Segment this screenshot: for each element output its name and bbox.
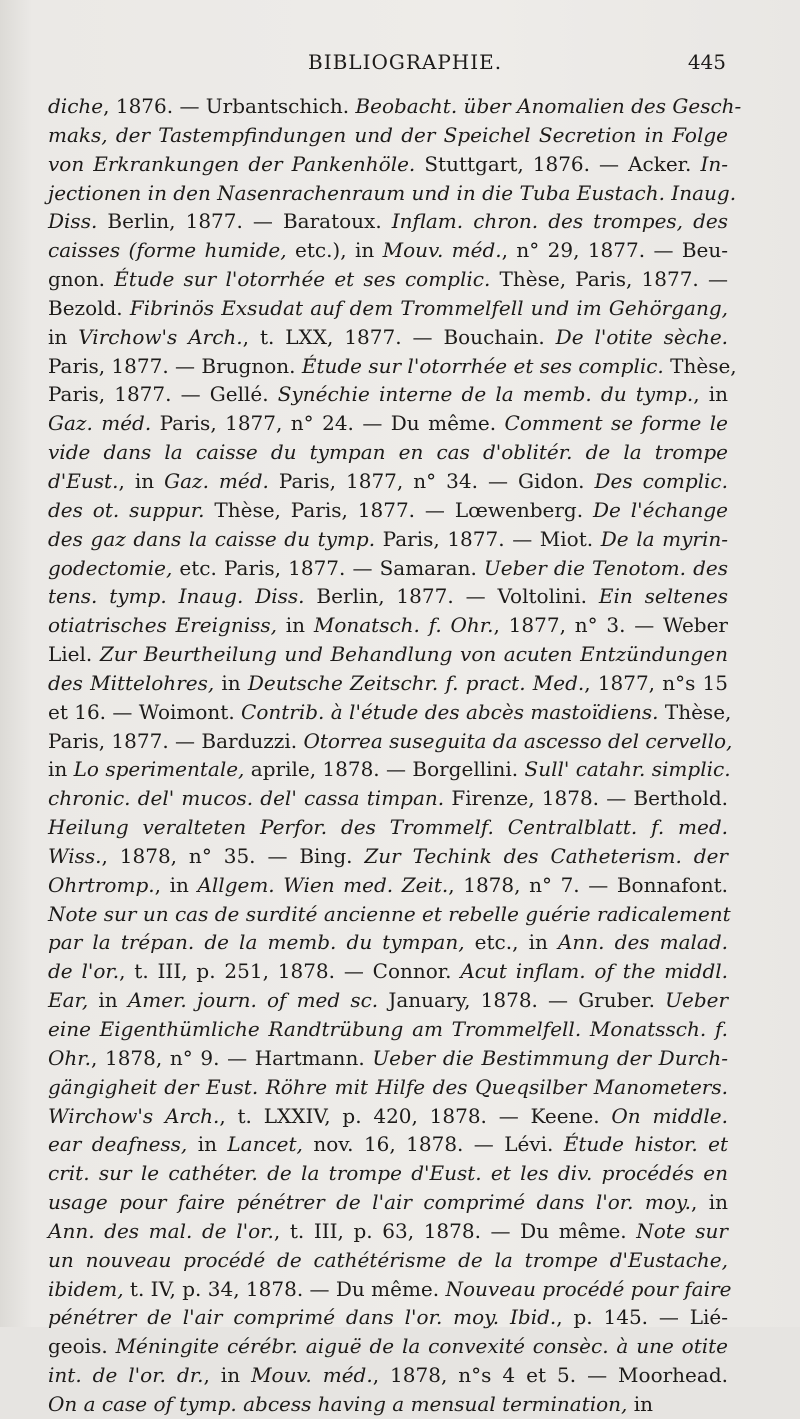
italic-text: Nouveau procédé pour faire bbox=[445, 1276, 732, 1301]
text-line bbox=[48, 179, 737, 208]
italic-text: maks, der Tastempfindungen und der Speichel Secretion in Folge bbox=[48, 122, 728, 147]
roman-text: , t. III, p. 63, 1878. — Du même. bbox=[273, 1218, 637, 1243]
roman-text: , in bbox=[693, 382, 728, 407]
italic-text: Ann. des mal. de l'or. bbox=[48, 1218, 274, 1243]
text-line bbox=[48, 496, 728, 525]
italic-text: tens. tymp. Inaug. Diss. bbox=[48, 584, 305, 609]
text-line bbox=[48, 294, 728, 323]
text-line bbox=[48, 1073, 728, 1102]
text-line bbox=[48, 727, 733, 756]
roman-text: , in bbox=[690, 1190, 728, 1215]
italic-text: Ear, bbox=[48, 988, 89, 1013]
roman-text: January, 1878. — Gruber. bbox=[378, 988, 666, 1013]
italic-text: d'Eust. bbox=[48, 468, 119, 493]
text-line bbox=[48, 611, 728, 640]
italic-text: Wiss. bbox=[48, 843, 102, 868]
italic-text: In- bbox=[700, 151, 728, 176]
italic-text: par la trépan. de la memb. du tympan, bbox=[48, 930, 465, 955]
roman-text: , 1876. — Urbantschich. bbox=[103, 94, 356, 118]
text-line bbox=[48, 755, 731, 784]
italic-text: usage pour faire pénétrer de l'air comprimé dans l'or. moy. bbox=[48, 1190, 691, 1215]
italic-text: int. de l'or. dr. bbox=[48, 1363, 204, 1388]
italic-text: caisses (forme humide, bbox=[48, 238, 287, 263]
italic-text: Lancet, bbox=[227, 1132, 303, 1157]
italic-text: Lo sperimentale, bbox=[73, 757, 245, 782]
italic-text: Gaz. méd. bbox=[48, 411, 152, 436]
italic-text: Comment se forme le bbox=[504, 411, 728, 436]
italic-text: Virchow's Arch. bbox=[78, 324, 243, 349]
text-line bbox=[48, 871, 728, 900]
italic-text: Note sur bbox=[636, 1218, 728, 1243]
text-line bbox=[48, 92, 742, 121]
text-line bbox=[48, 1130, 728, 1159]
roman-text: , 1878, n° 35. — Bing. bbox=[101, 843, 365, 868]
italic-text: godectomie, bbox=[48, 555, 173, 580]
italic-text: Ohr. bbox=[48, 1045, 91, 1070]
italic-text: Otorrea suseguita da ascesso del cervello, bbox=[303, 728, 733, 753]
italic-text: Mouv. méd. bbox=[251, 1363, 373, 1388]
italic-text: Gaz. méd. bbox=[164, 468, 269, 493]
text-line bbox=[48, 784, 728, 813]
text-line bbox=[48, 467, 728, 496]
italic-text: Diss. bbox=[48, 209, 98, 234]
roman-text: t. IV, p. 34, 1878. — Du même. bbox=[123, 1276, 446, 1301]
text-line bbox=[48, 323, 728, 352]
roman-text: etc., in bbox=[464, 930, 558, 955]
running-head bbox=[48, 50, 726, 82]
italic-text: chronic. del' mucos. del' cassa timpan. bbox=[48, 786, 445, 811]
italic-text: Ohrtromp. bbox=[48, 872, 155, 897]
text-line bbox=[48, 265, 728, 294]
italic-text: von Erkrankungen der Pankenhöle. bbox=[48, 151, 416, 176]
italic-text: Inflam. chron. des trompes, des bbox=[391, 209, 728, 234]
text-line bbox=[48, 900, 731, 929]
italic-text: ear deafness, bbox=[48, 1132, 188, 1157]
roman-text: Berlin, 1877. — Baratoux. bbox=[97, 209, 392, 234]
italic-text: de l'or. bbox=[48, 959, 120, 984]
text-line bbox=[48, 698, 732, 727]
italic-text: otiatrisches Ereigniss, bbox=[48, 613, 277, 638]
text-line bbox=[48, 1361, 728, 1390]
italic-text: eine Eigenthümliche Randtrübung am Trommelfell. Monatssch. f. bbox=[48, 1017, 728, 1041]
italic-text: Deutsche Zeitschr. f. pract. Med. bbox=[247, 670, 585, 695]
roman-text: , 1877, n° 3. — Weber bbox=[493, 613, 728, 638]
roman-text: Paris, 1877, n° 24. — Du même. bbox=[151, 411, 505, 436]
italic-text: Ein seltenes bbox=[598, 584, 728, 609]
text-line bbox=[48, 1159, 728, 1188]
roman-text: , t. LXXIV, p. 420, 1878. — Keene. bbox=[219, 1103, 612, 1128]
text-line bbox=[48, 1102, 728, 1131]
italic-text: Des complic. bbox=[594, 468, 728, 493]
text-line bbox=[48, 380, 728, 409]
text-line bbox=[48, 121, 728, 150]
italic-text: Étude sur l'otorrhée et ses complic. bbox=[301, 353, 664, 378]
roman-text: etc. Paris, 1877. — Samaran. bbox=[172, 555, 484, 580]
text-line bbox=[48, 409, 728, 438]
roman-text: in bbox=[276, 613, 314, 638]
text-line bbox=[48, 1246, 728, 1275]
italic-text: Ueber bbox=[665, 988, 729, 1013]
roman-text: nov. 16, 1878. — Lévi. bbox=[302, 1132, 564, 1157]
italic-text: Ann. des malad. bbox=[557, 930, 729, 955]
italic-text: Mouv. méd. bbox=[382, 238, 502, 263]
roman-text: Firenze, 1878. — Berthold. bbox=[444, 786, 729, 811]
roman-text: Liel. bbox=[48, 642, 100, 667]
italic-text: De la myrin- bbox=[600, 526, 729, 551]
italic-text: Fibrinös Exsudat auf dem Trommelfell und im Gehörgang, bbox=[129, 295, 728, 320]
italic-text: gängigheit der Eust. Röhre mit Hilfe des Queqsilber Manometers. bbox=[48, 1074, 728, 1099]
italic-text: crit. sur le cathéter. de la trompe d'Eust. et les div. procédés en bbox=[48, 1161, 728, 1186]
text-line bbox=[48, 1217, 728, 1246]
roman-text: in bbox=[627, 1391, 654, 1416]
italic-text: Beobacht. über Anomalien des Gesch- bbox=[355, 94, 742, 118]
roman-text: Paris, 1877. — Gellé. bbox=[48, 382, 278, 407]
italic-text: Étude histor. et bbox=[563, 1132, 728, 1157]
text-line bbox=[48, 986, 728, 1015]
italic-text: Amer. journ. of med sc. bbox=[127, 988, 379, 1013]
roman-text: gnon. bbox=[48, 267, 115, 292]
italic-text: On a case of tymp. abcess having a mensual termination, bbox=[48, 1391, 628, 1416]
roman-text: , 1878, n° 7. — Bonnafont. bbox=[448, 872, 728, 897]
roman-text: in bbox=[214, 670, 248, 695]
text-line bbox=[48, 1275, 732, 1304]
italic-text: Ueber die Bestimmung der Durch- bbox=[372, 1045, 728, 1070]
roman-text: , t. III, p. 251, 1878. — Connor. bbox=[119, 959, 461, 984]
roman-text: , in bbox=[118, 468, 165, 493]
bibliography-text bbox=[48, 92, 742, 1419]
roman-text: Berlin, 1877. — Voltolini. bbox=[304, 584, 599, 609]
roman-text: aprile, 1878. — Borgellini. bbox=[244, 757, 525, 782]
italic-text: On middle. bbox=[611, 1103, 728, 1128]
italic-text: Ueber die Tenotom. des bbox=[483, 555, 728, 580]
italic-text: Monatsch. f. Ohr. bbox=[313, 613, 494, 638]
roman-text: , t. LXX, 1877. — Bouchain. bbox=[242, 324, 556, 349]
italic-text: De l'échange bbox=[592, 497, 729, 522]
roman-text: in bbox=[88, 988, 128, 1013]
italic-text: pénétrer de l'air comprimé dans l'or. moy. Ibid. bbox=[48, 1305, 557, 1330]
italic-text: Zur Beurtheilung und Behandlung von acuten Entzündungen bbox=[99, 642, 729, 667]
roman-text: in bbox=[48, 324, 79, 349]
running-head-title: BIBLIOGRAPHIE. bbox=[308, 50, 503, 74]
italic-text: De l'otite sèche. bbox=[555, 324, 729, 349]
roman-text: , 1877, n°s 15 bbox=[584, 670, 728, 695]
text-line bbox=[48, 554, 728, 583]
roman-text: in bbox=[48, 757, 74, 782]
italic-text: un nouveau procédé de cathétérisme de la trompe d'Eustache, bbox=[48, 1247, 728, 1272]
italic-text: Zur Techink des Catheterism. der bbox=[364, 843, 728, 868]
roman-text: et 16. — Woimont. bbox=[48, 699, 242, 724]
text-line bbox=[48, 669, 728, 698]
text-line bbox=[48, 1044, 728, 1073]
italic-text: jectionen in den Nasenrachenraum und in die Tuba Eustach. Inaug. bbox=[48, 180, 737, 205]
text-line bbox=[48, 1332, 728, 1361]
roman-text: , 1878, n°s 4 et 5. — Moorhead. bbox=[372, 1363, 728, 1388]
italic-text: Contrib. à l'étude des abcès mastoïdiens. bbox=[241, 699, 659, 724]
roman-text: , n° 29, 1877. — Beu- bbox=[501, 238, 728, 263]
italic-text: des ot. suppur. bbox=[48, 497, 205, 522]
roman-text: Thèse, Paris, 1877. — bbox=[490, 267, 728, 292]
text-line bbox=[48, 813, 728, 842]
text-line bbox=[48, 525, 728, 554]
text-line bbox=[48, 1188, 728, 1217]
italic-text: Note sur un cas de surdité ancienne et rebelle guérie radicalement bbox=[48, 901, 731, 926]
italic-text: vide dans la caisse du tympan en cas d'oblitér. de la trompe bbox=[48, 440, 728, 465]
roman-text: Thèse, bbox=[663, 353, 737, 378]
roman-text: , 1878, n° 9. — Hartmann. bbox=[91, 1045, 373, 1070]
text-line bbox=[48, 207, 728, 236]
text-line bbox=[48, 1390, 728, 1419]
roman-text: geois. bbox=[48, 1334, 116, 1359]
italic-text: ibidem, bbox=[48, 1276, 124, 1301]
text-line bbox=[48, 150, 728, 179]
roman-text: Paris, 1877. — Miot. bbox=[375, 526, 601, 551]
italic-text: Allgem. Wien med. Zeit. bbox=[197, 872, 449, 897]
italic-text: Sull' catahr. simplic. bbox=[524, 757, 731, 782]
roman-text: Stuttgart, 1876. — Acker. bbox=[415, 151, 701, 176]
roman-text: Bezold. bbox=[48, 295, 130, 320]
text-line bbox=[48, 842, 728, 871]
italic-text: Wirchow's Arch. bbox=[48, 1103, 220, 1128]
text-line bbox=[48, 1303, 728, 1332]
roman-text: , p. 145. — Lié- bbox=[556, 1305, 729, 1330]
roman-text: , in bbox=[154, 872, 198, 897]
italic-text: Synéchie interne de la memb. du tymp. bbox=[277, 382, 694, 407]
text-line bbox=[48, 352, 737, 381]
text-line bbox=[48, 438, 728, 467]
italic-text: des Mittelohres, bbox=[48, 670, 215, 695]
italic-text: Méningite cérébr. aiguë de la convexité consèc. à une otite bbox=[115, 1334, 728, 1359]
roman-text: , in bbox=[203, 1363, 252, 1388]
italic-text: des gaz dans la caisse du tymp. bbox=[48, 526, 376, 551]
text-line bbox=[48, 928, 728, 957]
text-line bbox=[48, 582, 728, 611]
text-line bbox=[48, 957, 728, 986]
text-line bbox=[48, 236, 728, 265]
roman-text: Paris, 1877. — Brugnon. bbox=[48, 353, 302, 378]
roman-text: etc.), in bbox=[286, 238, 383, 263]
roman-text: Thèse, Paris, 1877. — Lœwenberg. bbox=[204, 497, 593, 522]
roman-text: Thèse, bbox=[658, 699, 732, 724]
italic-text: Étude sur l'otorrhée et ses complic. bbox=[114, 267, 491, 292]
text-line bbox=[48, 1015, 728, 1044]
italic-text: Acut inflam. of the middl. bbox=[460, 959, 729, 984]
roman-text: Paris, 1877. — Barduzzi. bbox=[48, 728, 304, 753]
page-number: 445 bbox=[687, 50, 726, 74]
text-line bbox=[48, 640, 728, 669]
roman-text: Paris, 1877, n° 34. — Gidon. bbox=[268, 468, 595, 493]
roman-text: in bbox=[187, 1132, 228, 1157]
italic-text: diche bbox=[48, 94, 104, 118]
italic-text: Heilung veralteten Perfor. des Trommelf. Centralblatt. f. med. bbox=[48, 815, 728, 840]
